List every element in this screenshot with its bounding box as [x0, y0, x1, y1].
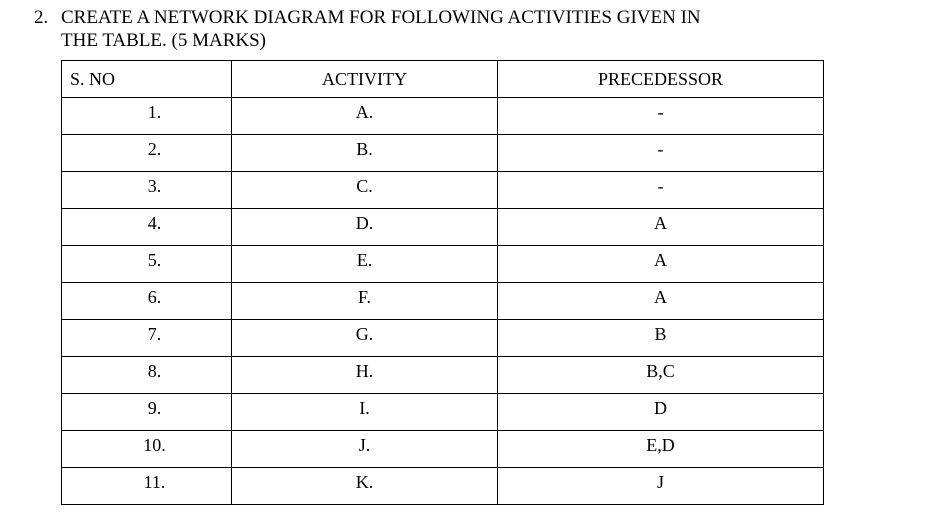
cell-activity-text: I. [359, 397, 370, 418]
table-row [62, 135, 824, 172]
table-row [62, 246, 824, 283]
cell-sno [62, 172, 232, 209]
cell-activity [232, 320, 498, 357]
cell-activity-text: F. [357, 286, 372, 307]
cell-activity [232, 98, 498, 135]
cell-sno [62, 320, 232, 357]
cell-sno-text: 1. [147, 101, 162, 122]
table-row [62, 283, 824, 320]
table-row [62, 357, 824, 394]
cell-predecessor-text: A [654, 286, 667, 307]
cell-activity [232, 357, 498, 394]
cell-activity-text: J. [358, 434, 371, 455]
cell-predecessor-text: - [657, 101, 664, 122]
cell-activity-text: H. [355, 360, 374, 381]
cell-predecessor-text: J [656, 471, 664, 492]
cell-activity-text: D. [355, 212, 374, 233]
cell-activity-text: E. [356, 249, 373, 270]
cell-predecessor [498, 320, 824, 357]
cell-sno-text: 10. [143, 434, 166, 455]
cell-predecessor [498, 431, 824, 468]
cell-activity-text: G. [355, 323, 374, 344]
cell-sno [62, 209, 232, 246]
cell-sno [62, 246, 232, 283]
table-row [62, 172, 824, 209]
cell-predecessor [498, 172, 824, 209]
header-predecessor: PRECEDESSOR [498, 61, 824, 98]
cell-predecessor-text: B,C [646, 360, 675, 381]
activity-table [61, 60, 824, 505]
table-row [62, 320, 824, 357]
cell-sno-text: 9. [147, 397, 162, 418]
cell-predecessor [498, 209, 824, 246]
cell-sno-text: 11. [143, 471, 166, 492]
cell-sno-text: 7. [147, 323, 162, 344]
cell-sno-text: 4. [147, 212, 162, 233]
cell-predecessor [498, 283, 824, 320]
cell-activity [232, 209, 498, 246]
cell-predecessor [498, 394, 824, 431]
table-row [62, 209, 824, 246]
cell-activity [232, 283, 498, 320]
cell-predecessor [498, 468, 824, 505]
question-number: 2. [34, 7, 49, 28]
cell-predecessor-text: B [654, 323, 667, 344]
cell-sno-text: 8. [147, 360, 162, 381]
cell-sno [62, 394, 232, 431]
cell-activity [232, 246, 498, 283]
cell-sno-text: 5. [147, 249, 162, 270]
header-sno: S. NO [62, 61, 232, 98]
cell-sno [62, 98, 232, 135]
cell-activity [232, 394, 498, 431]
cell-predecessor [498, 98, 824, 135]
cell-sno [62, 431, 232, 468]
cell-predecessor-text: A [654, 212, 667, 233]
cell-sno [62, 135, 232, 172]
question-text-line-1: CREATE A NETWORK DIAGRAM FOR FOLLOWING ACTIVITIES GIVEN IN [61, 7, 701, 28]
cell-predecessor [498, 135, 824, 172]
header-activity: ACTIVITY [232, 61, 498, 98]
cell-activity-text: K. [355, 471, 374, 492]
cell-sno [62, 283, 232, 320]
cell-predecessor-text: D [654, 397, 667, 418]
cell-predecessor [498, 357, 824, 394]
cell-activity [232, 468, 498, 505]
cell-activity [232, 431, 498, 468]
table-row [62, 98, 824, 135]
table-header-row [62, 61, 824, 98]
cell-predecessor-text: - [657, 138, 664, 159]
cell-sno [62, 357, 232, 394]
question-text-line-2: THE TABLE. (5 MARKS) [61, 30, 267, 51]
table-row [62, 431, 824, 468]
cell-activity-text: C. [356, 175, 373, 196]
cell-activity-text: B. [356, 138, 373, 159]
cell-predecessor-text: E,D [646, 434, 675, 455]
cell-predecessor [498, 246, 824, 283]
table-row [62, 394, 824, 431]
table-row [62, 468, 824, 505]
cell-predecessor-text: A [654, 249, 667, 270]
cell-predecessor-text: - [657, 175, 664, 196]
cell-activity-text: A. [355, 101, 374, 122]
cell-sno-text: 6. [147, 286, 162, 307]
cell-activity [232, 172, 498, 209]
cell-activity [232, 135, 498, 172]
cell-sno-text: 3. [147, 175, 162, 196]
cell-sno [62, 468, 232, 505]
cell-sno-text: 2. [147, 138, 162, 159]
